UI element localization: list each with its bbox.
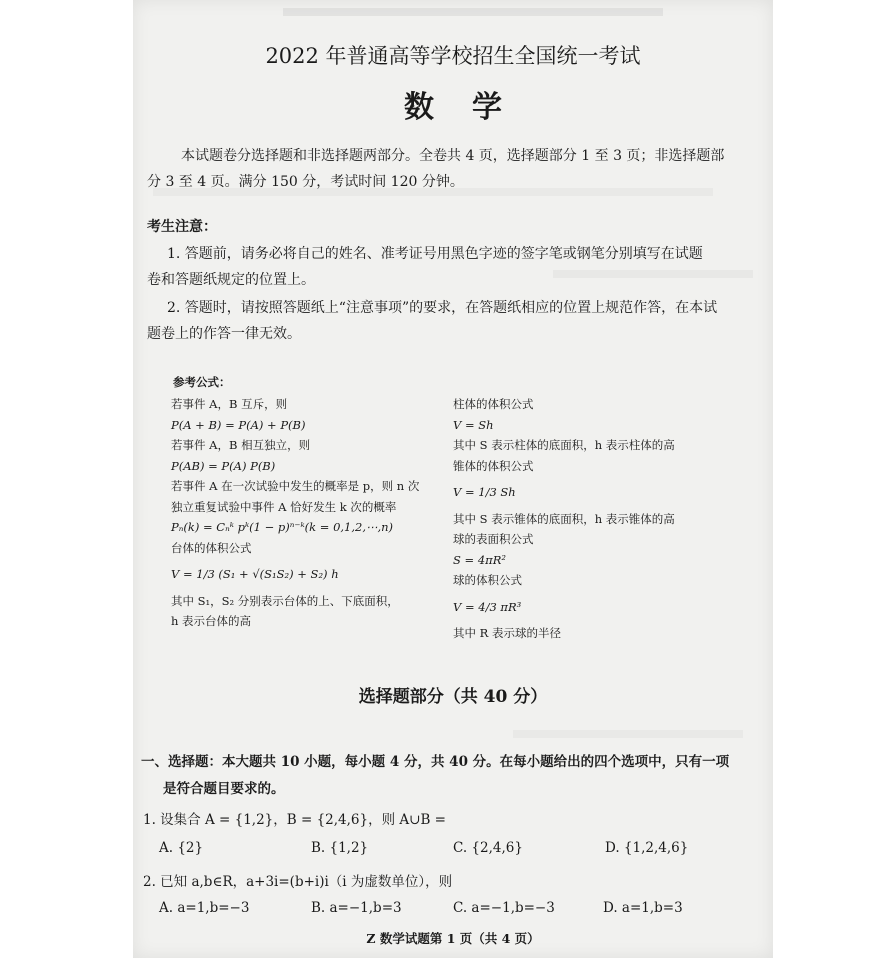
question-2-option-c: C. a=−1,b=−3	[453, 900, 555, 916]
page-footer: Z 数学试题第 1 页（共 4 页）	[366, 931, 540, 946]
question-2-option-a: A. a=1,b=−3	[159, 900, 250, 916]
exam-title: 2022 年普通高等学校招生全国统一考试	[265, 44, 641, 68]
question-1-option-b: B. {1,2}	[311, 840, 369, 856]
formula-line: 柱体的体积公式	[453, 397, 534, 411]
formula-line: V = Sh	[453, 417, 494, 432]
formula-line: 球的体积公式	[453, 573, 522, 587]
formula-line: V = 4/3 πR³	[453, 599, 522, 614]
formula-line: 台体的体积公式	[171, 540, 252, 555]
notice-item-1-line-1: 1. 答题前，请务必将自己的姓名、准考证号用黑色字迹的签字笔或钢笔分别填写在试题	[167, 246, 703, 262]
formula-left-column	[171, 394, 419, 632]
formula-line: 独立重复试验中事件 A 恰好发生 k 次的概率	[171, 499, 397, 514]
formula-line: 若事件 A，B 互斥，则	[171, 397, 288, 411]
formula-right-column	[453, 394, 675, 644]
section-instruction-line-1: 一、选择题：本大题共 10 小题，每小题 4 分，共 40 分。在每小题给出的四个选项中，只有一项	[141, 754, 730, 770]
formula-line: 球的表面积公式	[453, 532, 534, 546]
question-2-option-b: B. a=−1,b=3	[311, 900, 402, 916]
section-instruction-line-2: 是符合题目要求的。	[163, 781, 285, 797]
question-1-option-c: C. {2,4,6}	[453, 840, 523, 856]
bleed-through-mark	[283, 8, 663, 16]
question-1-stem: 1. 设集合 A = {1,2}，B = {2,4,6}，则 A∪B =	[143, 812, 446, 828]
notice-item-1-line-2: 卷和答题纸规定的位置上。	[147, 272, 315, 288]
formula-line: V = 1/3 Sh	[453, 485, 516, 499]
question-1-option-a: A. {2}	[159, 840, 204, 856]
exam-page	[133, 0, 773, 958]
intro-line-1: 本试题卷分选择题和非选择题两部分。全卷共 4 页，选择题部分 1 至 3 页；非选择题部	[181, 148, 725, 164]
formula-line: 其中 S₁，S₂ 分别表示台体的上、下底面积，	[171, 593, 399, 608]
formula-line: P(A + B) = P(A) + P(B)	[171, 417, 306, 432]
formula-heading: 参考公式：	[173, 375, 231, 389]
question-2-option-d: D. a=1,b=3	[603, 900, 683, 916]
formula-line: h 表示台体的高	[171, 614, 252, 628]
question-1-option-d: D. {1,2,4,6}	[605, 840, 689, 856]
formula-line: S = 4πR²	[453, 552, 506, 567]
formula-line: P(AB) = P(A) P(B)	[171, 458, 276, 473]
question-2-stem: 2. 已知 a,b∈R，a+3i=(b+i)i（i 为虚数单位），则	[143, 874, 453, 890]
section-title: 选择题部分（共 40 分）	[358, 687, 548, 707]
subject-title: 数学	[404, 90, 540, 125]
formula-line: V = 1/3 (S₁ + √(S₁S₂) + S₂) h	[171, 567, 339, 581]
formula-line: 若事件 A，B 相互独立，则	[171, 438, 311, 452]
formula-line: 若事件 A 在一次试验中发生的概率是 p，则 n 次	[171, 479, 420, 493]
notice-heading: 考生注意：	[147, 219, 217, 235]
formula-line: 其中 S 表示柱体的底面积，h 表示柱体的高	[453, 438, 675, 452]
formula-line: 其中 R 表示球的半径	[453, 626, 561, 640]
formula-line: 其中 S 表示锥体的底面积，h 表示锥体的高	[453, 511, 675, 526]
formula-line: Pₙ(k) = Cₙᵏ pᵏ(1 − p)ⁿ⁻ᵏ(k = 0,1,2,⋯,n)	[171, 520, 394, 534]
notice-item-2-line-2: 题卷上的作答一律无效。	[147, 326, 301, 342]
bleed-through-mark	[513, 730, 743, 738]
formula-line: 锥体的体积公式	[453, 458, 534, 473]
intro-line-2: 分 3 至 4 页。满分 150 分，考试时间 120 分钟。	[147, 174, 464, 190]
notice-item-2-line-1: 2. 答题时，请按照答题纸上“注意事项”的要求，在答题纸相应的位置上规范作答，在本试	[167, 300, 718, 316]
bleed-through-mark	[553, 270, 753, 278]
